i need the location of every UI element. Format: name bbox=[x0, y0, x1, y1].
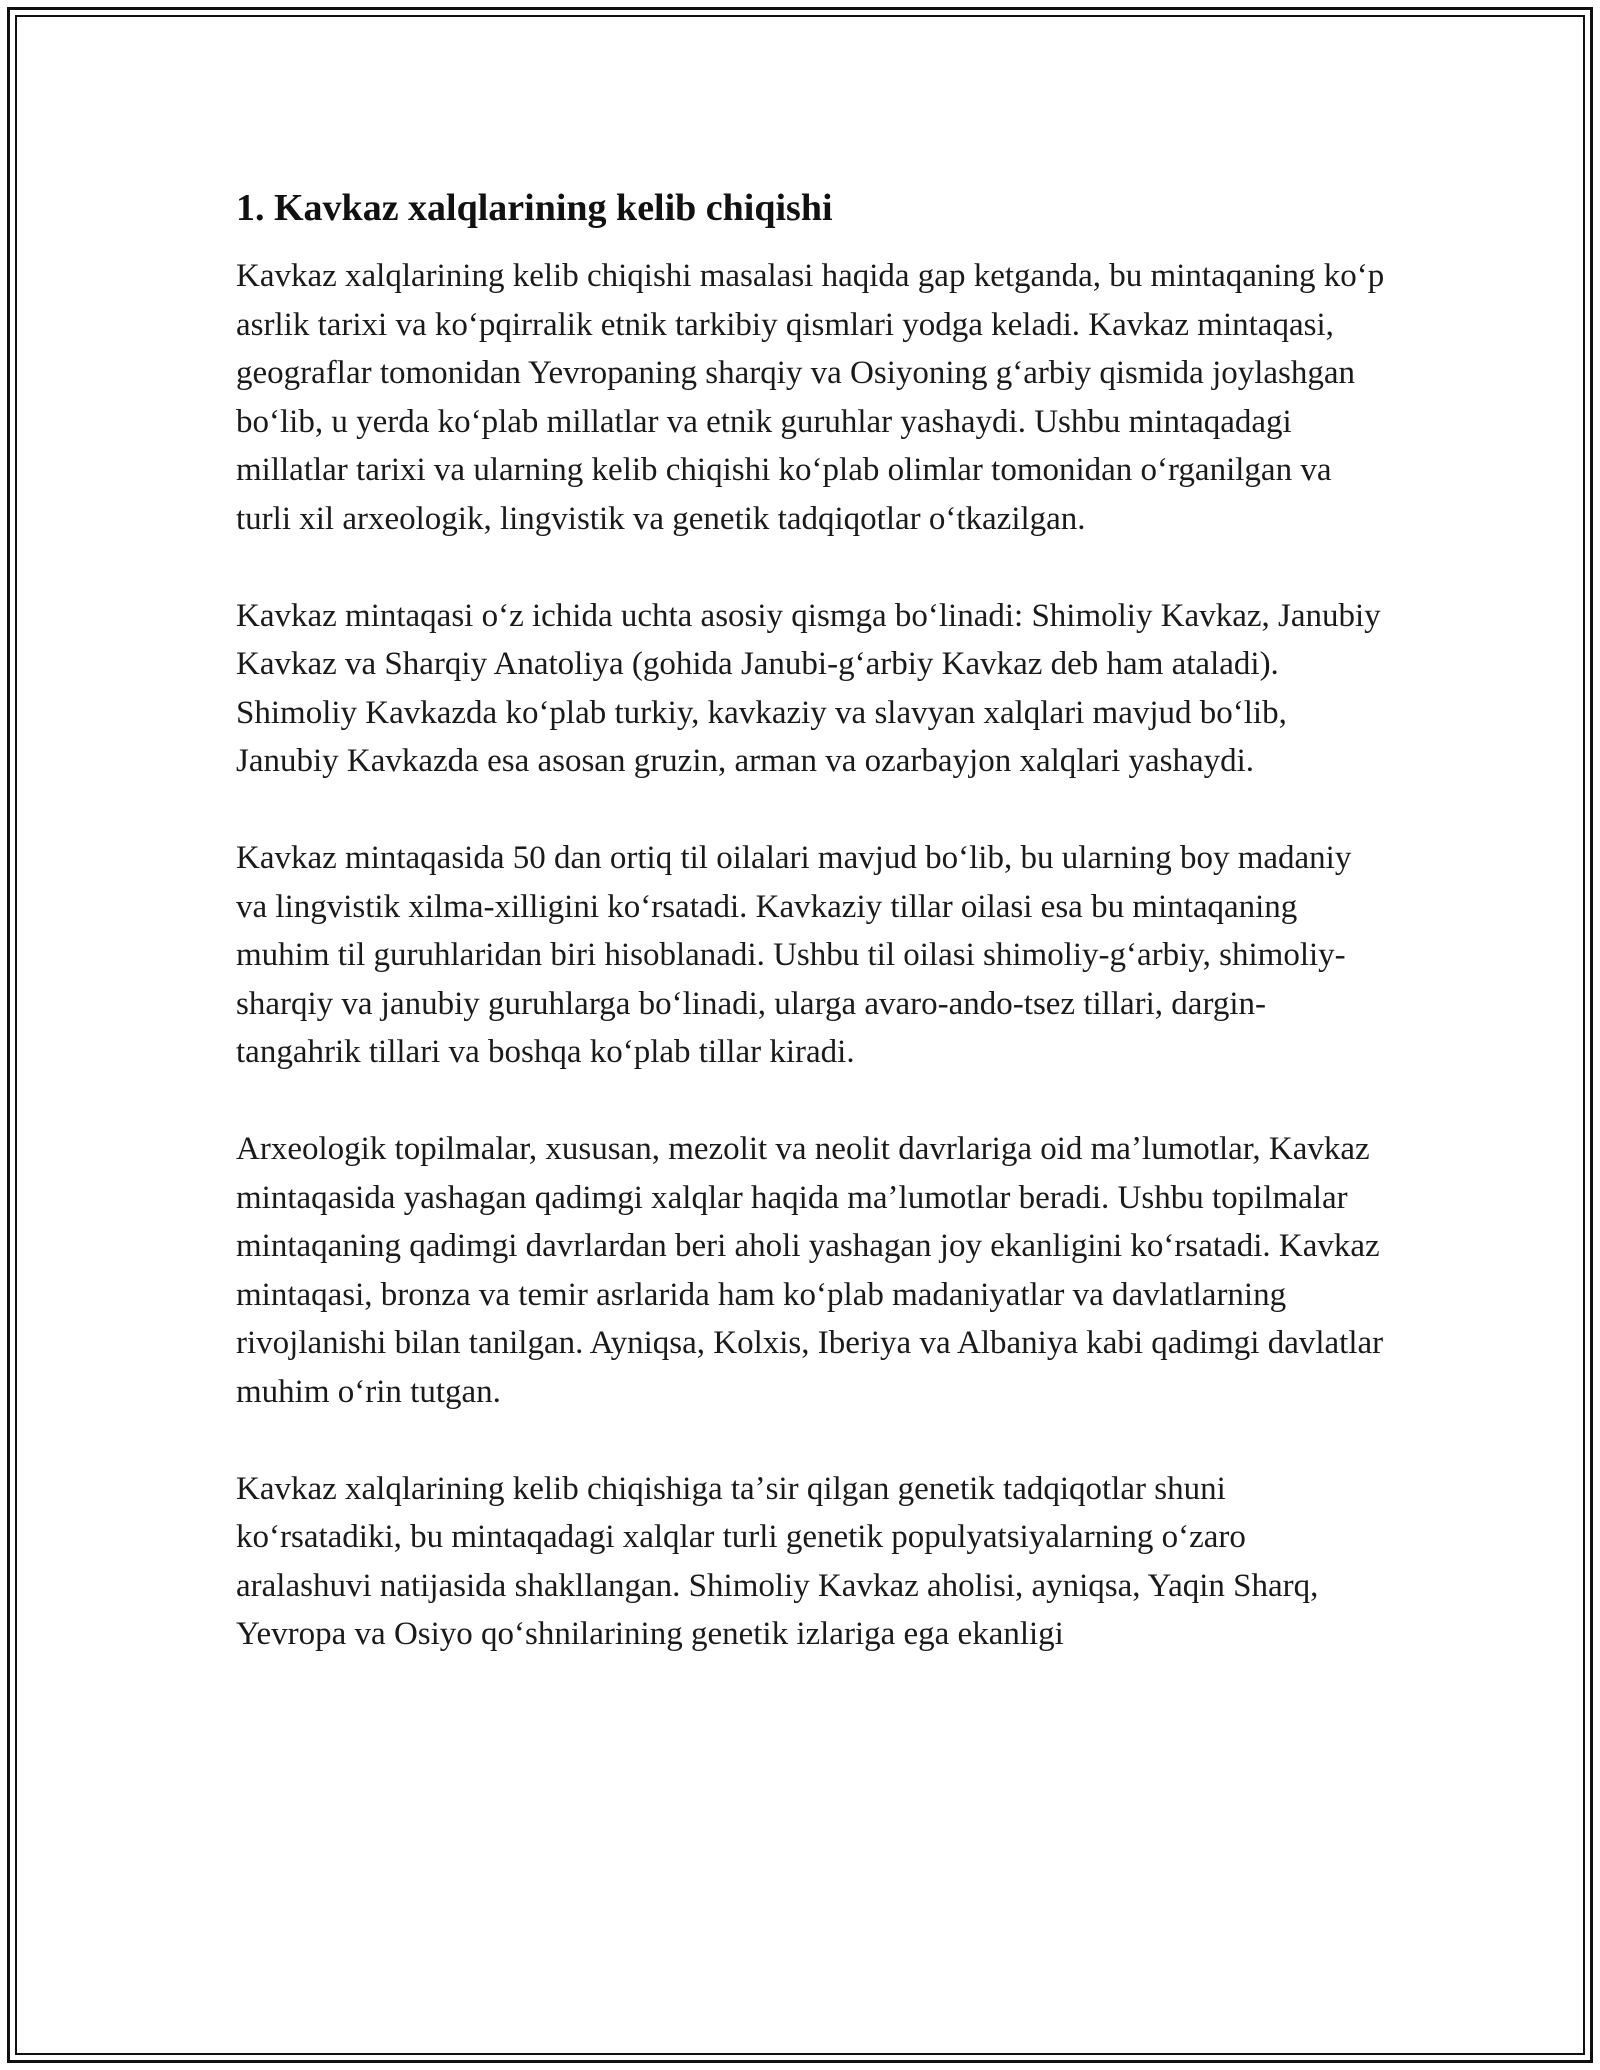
paragraph-3: Kavkaz mintaqasida 50 dan ortiq til oilalari mavjud boʻlib, bu ularning boy madaniy va lingvistik xilma-xilligini koʻrsatadi. Kavkaziy tillar oilasi esa bu mintaqaning muhim til guruhlaridan biri hisoblanadi. Ushbu til oilasi shimoliy-gʻarbiy, shimoliy-sharqiy va janubiy guruhlarga boʻlinadi, ularga avaro-ando-tsez tillari, dargin-tangahrik tillari va boshqa koʻplab tillar kiradi. bbox=[236, 840, 1352, 1070]
paragraph-2: Kavkaz mintaqasi oʻz ichida uchta asosiy qismga boʻlinadi: Shimoliy Kavkaz, Janubiy Kavkaz va Sharqiy Anatoliya (gohida Janubi-gʻarbiy Kavkaz deb ham ataladi). Shimoliy Kavkazda koʻplab turkiy, kavkaziy va slavyan xalqlari mavjud boʻlib, Janubiy Kavkazda esa asosan gruzin, arman va ozarbayjon xalqlari yashaydi. bbox=[236, 597, 1381, 779]
section-heading: 1. Kavkaz xalqlarining kelib chiqishi bbox=[236, 187, 833, 229]
paragraph-5: Kavkaz xalqlarining kelib chiqishiga taʼsir qilgan genetik tadqiqotlar shuni koʻrsatadiki, bu mintaqadagi xalqlar turli genetik populyatsiyalarning oʻzaro aralashuvi natijasida shakllangan. Shimoliy Kavkaz aholisi, ayniqsa, Yaqin Sharq, Yevropa va Osiyo qoʻshnilarining genetik izlariga ega ekanligi bbox=[236, 1470, 1319, 1652]
document-body bbox=[236, 184, 1386, 1659]
paragraph-4: Arxeologik topilmalar, xususan, mezolit va neolit davrlariga oid maʼlumotlar, Kavkaz mintaqasida yashagan qadimgi xalqlar haqida maʼlumotlar beradi. Ushbu topilmalar mintaqaning qadimgi davrlardan beri aholi yashagan joy ekanligini koʻrsatadi. Kavkaz mintaqasi, bronza va temir asrlarida ham koʻplab madaniyatlar va davlatlarning rivojlanishi bilan tanilgan. Ayniqsa, Kolxis, Iberiya va Albaniya kabi qadimgi davlatlar muhim oʻrin tutgan. bbox=[236, 1131, 1384, 1410]
paragraph-1: Kavkaz xalqlarining kelib chiqishi masalasi haqida gap ketganda, bu mintaqaning koʻp asrlik tarixi va koʻpqirralik etnik tarkibiy qismlari yodga keladi. Kavkaz mintaqasi, geograflar tomonidan Yevropaning sharqiy va Osiyoning gʻarbiy qismida joylashgan boʻlib, u yerda koʻplab millatlar va etnik guruhlar yashaydi. Ushbu mintaqadagi millatlar tarixi va ularning kelib chiqishi koʻplab olimlar tomonidan oʻrganilgan va turli xil arxeologik, lingvistik va genetik tadqiqotlar oʻtkazilgan. bbox=[236, 258, 1385, 537]
